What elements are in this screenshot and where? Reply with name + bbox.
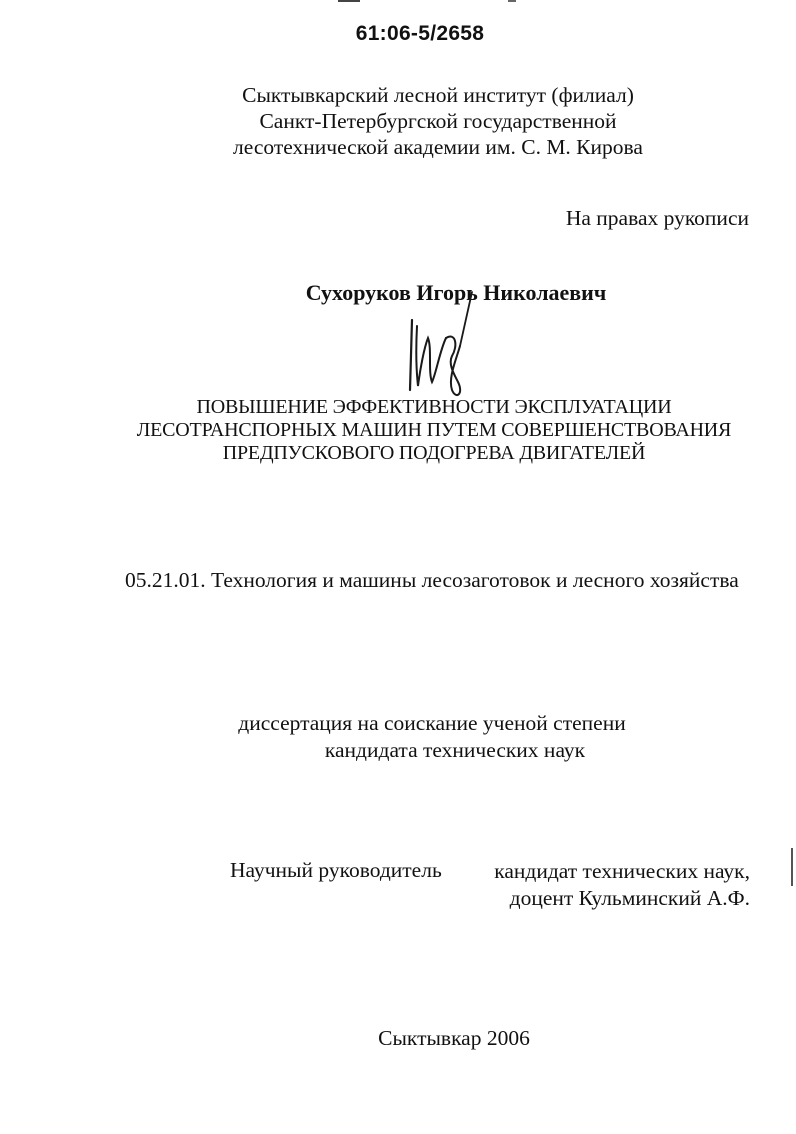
institution-line-3: лесотехнической академии им. С. М. Кирова [233, 135, 643, 159]
advisor-line-2: доцент Кульминский А.Ф. [509, 886, 750, 910]
degree-statement [0, 710, 796, 764]
catalog-number-text: 61:06-5/2658 [355, 22, 485, 45]
catalog-number [0, 22, 796, 46]
degree-line-1: диссертация на соискание ученой степени [238, 711, 626, 735]
scan-artifact-top [338, 0, 360, 2]
title-line-3: ПРЕДПУСКОВОГО ПОДОГРЕВА ДВИГАТЕЛЕЙ [222, 442, 646, 464]
scan-artifact-right-edge [791, 848, 793, 886]
manuscript-rights-note: На правах рукописи [565, 206, 749, 230]
degree-line-2: кандидата технических наук [324, 738, 586, 762]
advisor-label: Научный руководитель [230, 858, 442, 882]
institution-block [0, 82, 796, 160]
advisor-line-1: кандидат технических наук, [494, 859, 750, 883]
scan-artifact-top-right [508, 0, 516, 2]
institution-line-1: Сыктывкарский лесной институт (филиал) [242, 83, 634, 107]
specialty-code: 05.21.01. Технология и машины лесозаготовок и лесного хозяйства [125, 568, 739, 592]
advisor-info [494, 858, 750, 912]
handwritten-signature [398, 290, 484, 402]
title-line-2: ЛЕСОТРАНСПОРНЫХ МАШИН ПУТЕМ СОВЕРШЕНСТВОВАНИЯ [136, 419, 732, 441]
title-line-1: ПОВЫШЕНИЕ ЭФФЕКТИВНОСТИ ЭКСПЛУАТАЦИИ [196, 396, 672, 418]
author-name-text: Сухоруков Игорь Николаевич [305, 280, 607, 305]
dissertation-title [0, 396, 796, 465]
city-year [0, 1026, 796, 1051]
institution-line-2: Санкт-Петербургской государственной [259, 109, 617, 133]
city-year-text: Сыктывкар 2006 [378, 1026, 530, 1050]
